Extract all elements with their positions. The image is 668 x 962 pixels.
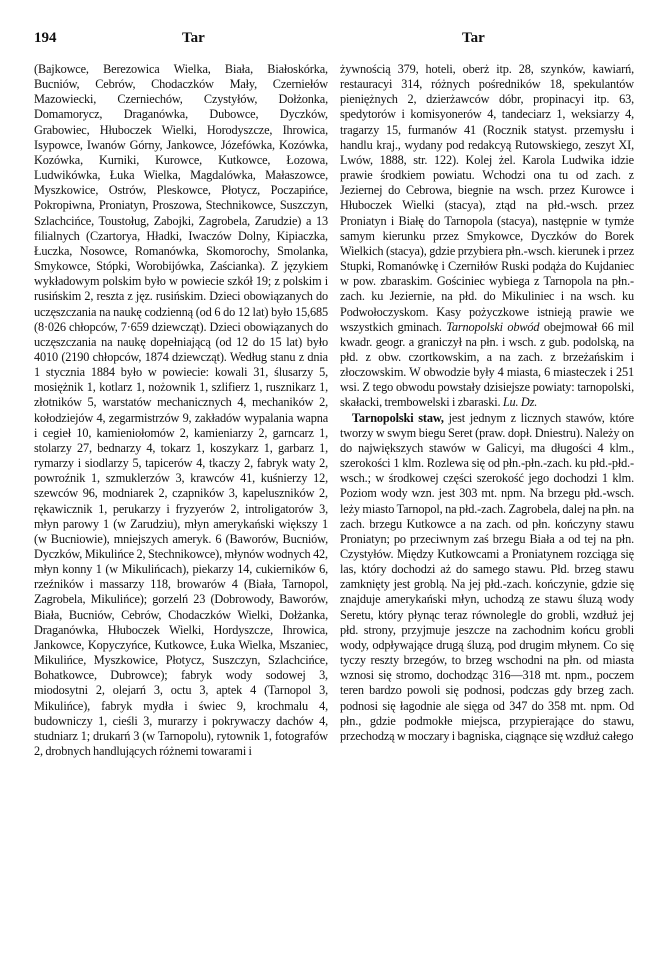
author-signature: Lu. Dz. xyxy=(502,395,538,410)
right-column-text-b: obejmował 66 mil kwadr. geogr. a graniczył na płn. i wsch. z gub. podolską, na płd. z obw. czortkowskim, a na zach. z brzeżańskim i złoczowskim. W obwodzie były 4 miasta, 6 miasteczek i 251 wsi. Z tego obwodu powstały dzisiejsze powiaty: tarnopolski, skałacki, trembowelski i zbaraski. xyxy=(340,319,634,410)
left-column xyxy=(34,62,328,952)
region-label: Tarnopolski obwód xyxy=(446,319,540,334)
right-column-paragraph-1 xyxy=(340,62,634,411)
left-column-text: (Bajkowce, Berezowica Wielka, Biała, Białoskórka, Bucniów, Cebrów, Chodaczków Mały, Czerniełów Mazowiecki, Czerniechów, Czystyłów, Dołżonka, Domamorycz, Draganówka, Dubowce, Dyczków, Grabowiec, Hłuboczek Wielki, Horodyszcze, Ihrowica, Isypowce, Iwanów Górny, Jankowce, Józefówka, Kozówka, Kozówka, Kurniki, Kurowce, Kutkowce, Łozowa, Ludwikówka, Łuka Wielka, Magdalówka, Małaszowce, Myszkowice, Ostrów, Pleskowce, Płotycz, Poczapińce, Pokropiwna, Proniatyn, Proszowa, Stechnikowce, Suszczyn, Szlachcińce, Toustoług, Zabojki, Zagrobela, Zarudzie) a 13 filialnych (Czartorya, Hładki, Iwaczów Dolny, Kipiaczka, Łuczka, Nosowce, Romanówka, Skomorochy, Smolanka, Smykowce, Stópki, Worobijówka, Zaścianka). Z językiem wykładowym polskim było w powiecie szkół 19; z polskim i rusińskim 2, reszta z jęz. rusińskim. Dzieci obowiązanych do uczęszczania na naukę codzienną (od 6 do 12 lat) było 15,685 (8·026 chłopców, 7·659 dziewcząt). Dzieci obowiązanych do uczęszczania na naukę dopełniającą (od 12 do 15 lat) było 4010 (2190 chłopców, 1874 dziewcząt). Według stanu z dnia 1 stycznia 1884 było w powiecie: kowali 31, ślusarzy 5, mosiężnik 1, kotlarz 1, nożownik 1, szlifierz 1, rusznikarz 1, złotników 5, warstatów mechanicznych 4, mechaników 2, kołodziejów 4, zegarmistrzów 9, zakładów wypalania wapna i cegieł 10, kamieniołomów 2, kamieniarzy 2, garncarz 1, stolarzy 27, bednarzy 4, tokarz 1, koszykarz 1, garbarz 1, rymarzy i siodlarzy 5, tapicerów 4, tkaczy 2, fabryk waty 2, powroźnik 1, szmuklerzów 3, krawców 41, kuśnierzy 12, szewców 96, modniarek 2, czapników 3, kapeluszników 2, rękawicznik 1, perukarzy i fryzyerów 2, introligatorów 3, młyn parowy 1 (w Zarudziu), młyn amerykański większy 1 (w Bucniowie), mniejszych ameryk. 6 (Baworów, Bucniów, Dyczków, Mikulińce 2, Stechnikowce), młynów wodnych 42, młyn konny 1 (w Mikulińcach), piekarzy 14, cukierników 6, rzeźników i massarzy 118, browarów 4 (Biała, Tarnopol, Zagrobela, Mikulińce); gorzelń 23 (Dobrowody, Baworów, Biała, Bucniów, Cebrów, Chodaczków Wielki, Dołżanka, Draganówka, Hłuboczek Wielki, Hordyszcze, Ihrowica, Jankowce, Kopyczyńce, Kutkowce, Łuka Wielka, Mszaniec, Mikulińce, Myszkowice, Płotycz, Suszczyn, Szlachcińce, Bohatkowce, Dubrowce); fabryk wody sodowej 3, miodosytni 2, olejarń 3, octu 3, aptek 4 (Tarnopol 3, Mikulińce), fabryk mydła i świec 9, krochmalu 4, budowniczy 1, cieśli 3, murarzy i pokrywaczy dachów 4, studniarz 1; drukarń 3 (w Tarnopolu), rytownik 1, fotografów 2, drobnych handlujących różnemi towarami i xyxy=(34,62,328,759)
running-head-left: Tar xyxy=(182,30,205,46)
page-number: 194 xyxy=(34,30,57,46)
running-head-right: Tar xyxy=(462,30,485,46)
page-header xyxy=(34,30,634,52)
entry-title: Tarnopolski staw, xyxy=(352,410,444,425)
right-column-text-c: jest jednym z licznych stawów, które tworzy w swym biegu Seret (praw. dopł. Dniestru). Należy on do największych stawów w Galicyi, ma długości 4 klm., szerokości 1 klm. Rozlewa się od płn.-płn.-zach. ku płd.-płd.-wsch.; w środkowej części szerokość jego dochodzi 1 klm. Poziom wody wzn. jest 303 mt. npm. Na brzegu płd.-wsch. leży miasto Tarnopol, na płd.-zach. Zagrobela, dalej na płn. na zach. brzegu Kutkowce a na zach. od płn. kończyny stawu Proniatyn; po przeciwnym zaś brzegu Biała a od tej na płn. Czystyłów. Między Kutkowcami a Proniatynem rozciąga się las, który dochodzi aż do samego stawu. Płd. brzeg stawu zamknięty jest groblą. Na jej płd.-zach. kończynie, gdzie się znajduje amerykański młyn, uchodzą ze stawu śluzą wody Seretu, który płynąc teraz równolegle do grobli, wzdłuż jej płd. strony, przyjmuje jeszcze na zachodnim końcu grobli wody, odpływające drugą śluzą, pod drugim młynem. Co się tyczy reszty brzegów, to brzeg wschodni na płn. od miasta wznosi się stromo, dochodząc 316—318 mt. npm., poczem teren bardzo powoli się podnosi, podczas gdy brzeg zach. podnosi się łagodnie ale sięga od 347 do 358 mt. npm. Od płn., gdzie podmokłe miejsca, przypierające do stawu, przechodzą w moczary i bagniska, ciągnące się wzdłuż całego xyxy=(340,410,634,743)
text-columns xyxy=(34,62,634,952)
entry-tarnopolski-staw xyxy=(340,411,634,744)
right-column xyxy=(340,62,634,952)
right-column-text-a: żywnością 379, hoteli, oberż itp. 28, szynków, kawiarń, restauracyi 314, różnych pośredników 18, spekulantów pieniężnych 2, dzierżawców dóbr, propinacyi itp. 63, spedytorów i komisyonerów 4, tandeciarz 1, weksiarzy 4, tragarzy 15, furmanów 41 (Rocznik statyst. przemysłu i handlu kraj., wydany pod redakcyą Rutowskiego, zeszyt XI, Lwów, 1888, str. 122). Kolej żel. Karola Ludwika idzie prawie środkiem powiatu. Wchodzi ona tu od zach. z Jeziernej do Cebrowa, biegnie na wsch. przez Kurowce i Hłuboczek Wielki (stacya), ztąd na płd.-wsch. przez Proniatyn i Białę do Tarnopola (stacya), następnie w tymże samym kierunku przez Smykowce, Dyczków do Borek Wielkich (stacya), gdzie przybiera płn.-wsch. kierunek i przez Stupki, Romanówkę i Czerniłów Ruski podąża do Kujdaniec w pow. zbaraskim. Gościniec wybiega z Tarnopola na płn.-zach. ku Jeziernie, na płd. do Mikuliniec i na wsch. ku Podwołoczyskom. Kasy pożyczkowe istnieją prawie we wszystkich gminach. xyxy=(340,62,634,334)
